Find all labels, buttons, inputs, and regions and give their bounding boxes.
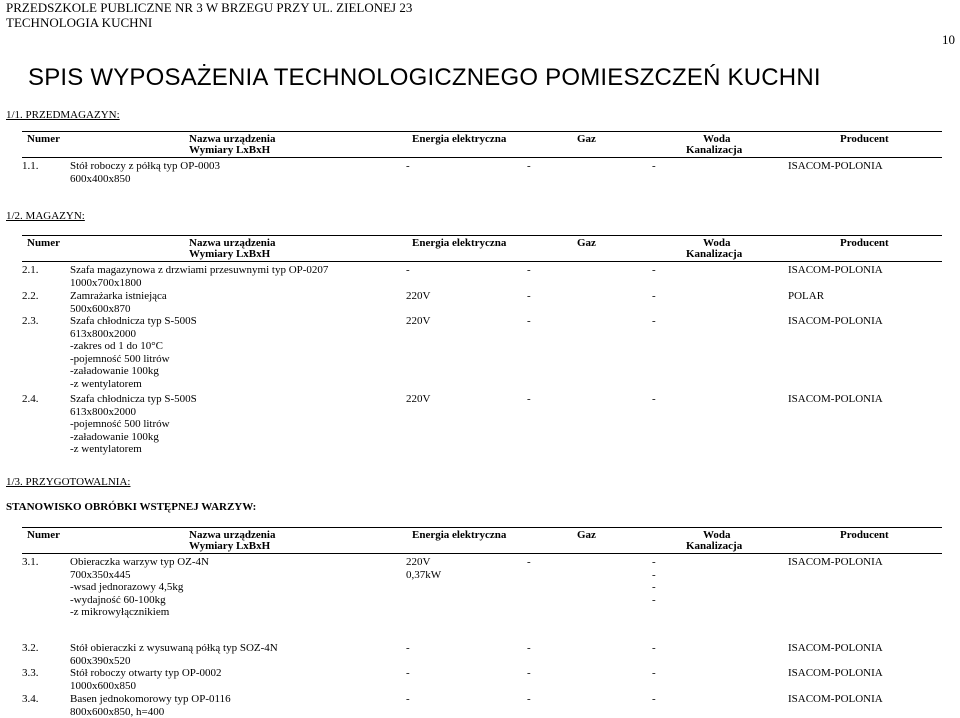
gas-value-cell [527,264,531,277]
item-number: 1.1. [22,160,39,172]
water-value-cell [652,290,656,303]
column-header-water: Woda [703,237,731,249]
producer-value: POLAR [788,290,825,302]
section-title: 1/1. PRZEDMAGAZYN: [6,109,120,121]
producer-value: ISACOM-POLONIA [788,556,883,568]
water-value-cell [652,693,656,706]
column-header-water: Woda [703,529,731,541]
water-value-cell [652,264,656,277]
section-title: 1/2. MAGAZYN: [6,210,85,222]
column-header-number: Numer [27,529,60,541]
table-header-row [22,235,942,262]
item-number: 3.4. [22,693,39,705]
gas-value: - [527,315,531,327]
column-header-water: Woda [703,133,731,145]
column-header-gas: Gaz [577,529,596,541]
producer-value: ISACOM-POLONIA [788,315,883,327]
producer-value: ISACOM-POLONIA [788,693,883,705]
equipment-table [22,527,942,718]
energy-value-cell [406,160,410,173]
water-value-cell [652,315,656,328]
energy-value: 220V [406,556,431,568]
item-detail: 1000x600x850 [70,679,136,692]
gas-value-cell [527,393,531,406]
item-description [70,556,209,619]
energy-value-cell [406,290,430,303]
column-header-producer: Producent [840,133,889,145]
energy-value-cell [406,393,430,406]
column-header-name: Nazwa urządzenia [189,133,276,145]
gas-value-cell [527,290,531,303]
water-value: - [652,290,656,302]
column-header-producer: Producent [840,237,889,249]
item-detail: 500x600x870 [70,302,131,315]
energy-value: 220V [406,393,431,405]
column-header-number: Numer [27,133,60,145]
energy-value-cell [406,556,441,581]
item-detail: -z mikrowyłącznikiem [70,606,170,619]
energy-value-cell [406,693,410,706]
water-value: - [652,264,656,276]
gas-value-cell [527,642,531,655]
water-value-cell [652,642,656,655]
water-value: - [652,667,656,679]
item-detail: -z wentylatorem [70,377,142,390]
table-header-row [22,527,942,554]
item-detail: 800x600x850, h=400 [70,705,165,718]
energy-value: 0,37kW [406,568,442,581]
equipment-table [22,131,942,185]
item-detail: -wsad jednorazowy 4,5kg [70,581,184,594]
column-header-energy: Energia elektryczna [412,237,507,249]
column-header-name: Nazwa urządzenia [189,237,276,249]
item-name: Obieraczka warzyw typ OZ-4N [70,556,209,568]
page-title: SPIS WYPOSAŻENIA TECHNOLOGICZNEGO POMIESZCZEŃ KUCHNI [28,64,821,91]
column-header-gas: Gaz [577,133,596,145]
item-description [70,290,167,315]
gas-value: - [527,160,531,172]
gas-value: - [527,642,531,654]
item-name: Stół roboczy z półką typ OP-0003 [70,160,221,172]
water-value: - [652,556,656,568]
item-detail: -pojemność 500 litrów [70,418,170,431]
item-description [70,264,328,289]
item-name: Szafa chłodnicza typ S-500S [70,315,197,327]
water-value: - [652,568,656,581]
item-number: 3.3. [22,667,39,679]
item-name: Szafa magazynowa z drzwiami przesuwnymi typ OP-0207 [70,264,329,276]
energy-value: 220V [406,290,431,302]
item-detail: -załadowanie 100kg [70,365,159,378]
item-description [70,693,231,718]
energy-value: - [406,160,410,172]
water-value: - [652,393,656,405]
item-name: Zamrażarka istniejąca [70,290,167,302]
gas-value: - [527,290,531,302]
item-number: 2.4. [22,393,39,405]
item-description [70,160,220,185]
water-value: - [652,642,656,654]
energy-value-cell [406,642,410,655]
item-number: 2.1. [22,264,39,276]
column-header-dimensions: Wymiary LxBxH [189,248,271,260]
item-detail: -zakres od 1 do 10°C [70,340,163,353]
water-value-cell [652,160,656,173]
column-header-sewer: Kanalizacja [686,248,743,260]
column-header-energy: Energia elektryczna [412,133,507,145]
gas-value: - [527,693,531,705]
item-number: 2.3. [22,315,39,327]
energy-value-cell [406,315,430,328]
item-description [70,642,278,667]
water-value: - [652,581,656,594]
gas-value: - [527,393,531,405]
column-header-producer: Producent [840,529,889,541]
header-line-2: TECHNOLOGIA KUCHNI [6,15,153,30]
producer-value: ISACOM-POLONIA [788,160,883,172]
energy-value: - [406,642,410,654]
item-detail: 700x350x445 [70,568,131,581]
item-number: 3.1. [22,556,39,568]
gas-value: - [527,264,531,276]
item-detail: 613x800x2000 [70,327,136,340]
producer-value: ISACOM-POLONIA [788,667,883,679]
column-header-gas: Gaz [577,237,596,249]
column-header-dimensions: Wymiary LxBxH [189,144,271,156]
item-name: Basen jednokomorowy typ OP-0116 [70,693,231,705]
column-header-number: Numer [27,237,60,249]
water-value: - [652,593,656,606]
water-value-cell [652,393,656,406]
table-header-row [22,131,942,158]
water-value: - [652,160,656,172]
item-number: 2.2. [22,290,39,302]
item-description [70,393,197,456]
gas-value: - [527,667,531,679]
item-detail: -wydajność 60-100kg [70,593,166,606]
header-line-1: PRZEDSZKOLE PUBLICZNE NR 3 W BRZEGU PRZY UL. ZIELONEJ 23 [6,0,413,15]
document-header [6,0,412,30]
gas-value-cell [527,160,531,173]
item-detail: -pojemność 500 litrów [70,352,170,365]
water-value-cell [652,556,656,606]
column-header-sewer: Kanalizacja [686,144,743,156]
item-detail: 600x390x520 [70,654,131,667]
water-value-cell [652,667,656,680]
item-detail: 600x400x850 [70,172,131,185]
water-value: - [652,315,656,327]
item-name: Stół obieraczki z wysuwaną półką typ SOZ-4N [70,642,278,654]
section-title: 1/3. PRZYGOTOWALNIA: [6,476,131,488]
gas-value-cell [527,693,531,706]
energy-value: 220V [406,315,431,327]
energy-value: - [406,693,410,705]
energy-value: - [406,667,410,679]
column-header-name: Nazwa urządzenia [189,529,276,541]
gas-value-cell [527,556,531,569]
section-subtitle: STANOWISKO OBRÓBKI WSTĘPNEJ WARZYW: [6,501,257,513]
water-value: - [652,693,656,705]
item-name: Szafa chłodnicza typ S-500S [70,393,197,405]
column-header-dimensions: Wymiary LxBxH [189,540,271,552]
energy-value-cell [406,667,410,680]
energy-value-cell [406,264,410,277]
item-description [70,315,197,391]
column-header-sewer: Kanalizacja [686,540,743,552]
equipment-table [22,235,942,456]
item-name: Stół roboczy otwarty typ OP-0002 [70,667,222,679]
item-number: 3.2. [22,642,39,654]
item-detail: 1000x700x1800 [70,276,142,289]
producer-value: ISACOM-POLONIA [788,642,883,654]
producer-value: ISACOM-POLONIA [788,264,883,276]
column-header-energy: Energia elektryczna [412,529,507,541]
item-detail: -załadowanie 100kg [70,430,159,443]
item-detail: -z wentylatorem [70,443,142,456]
gas-value-cell [527,315,531,328]
item-description [70,667,222,692]
energy-value: - [406,264,410,276]
producer-value: ISACOM-POLONIA [788,393,883,405]
page-number: 10 [942,32,955,47]
item-detail: 613x800x2000 [70,405,136,418]
gas-value: - [527,556,531,568]
gas-value-cell [527,667,531,680]
